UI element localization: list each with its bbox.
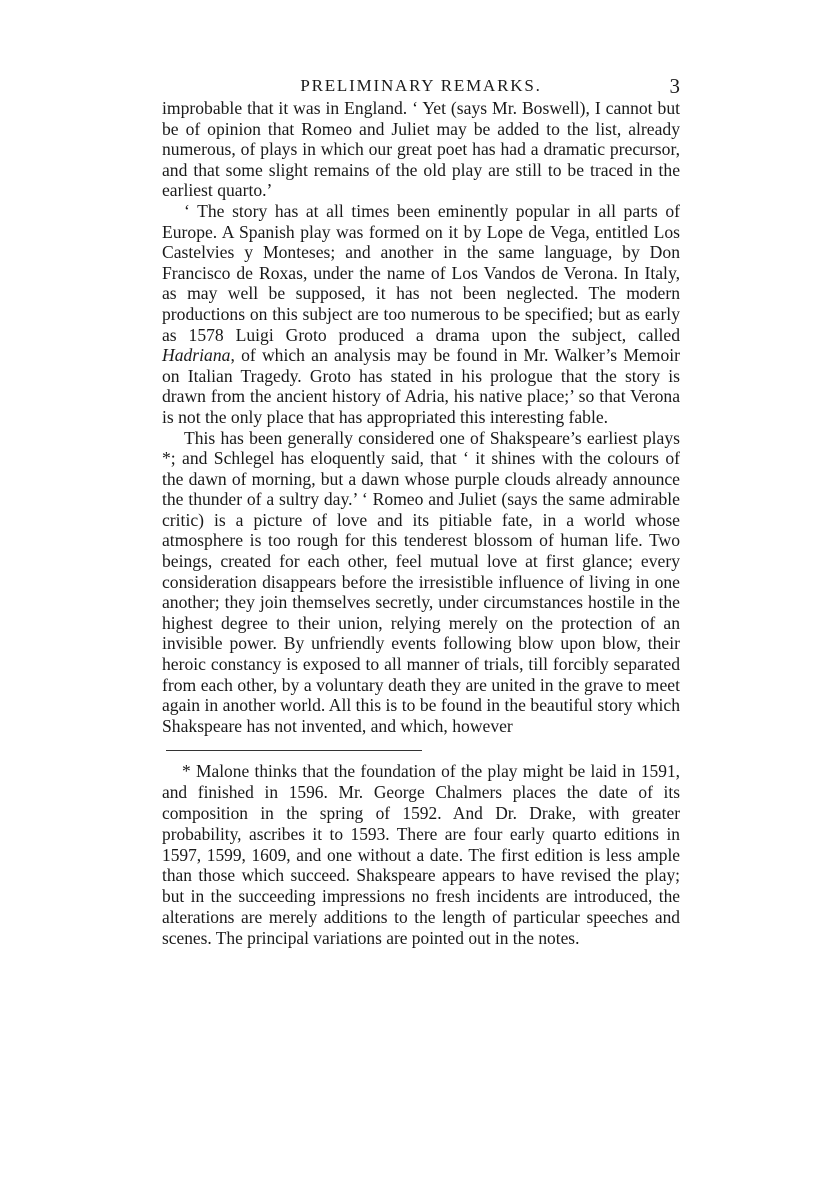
paragraph-2 <box>162 201 680 428</box>
play-title-italic: Hadriana <box>162 345 231 366</box>
paragraph-1: improbable that it was in England. ‘ Yet (says Mr. Boswell), I cannot but be of opinion that Romeo and Juliet may be added to the list, already numerous, of plays in which our great poet has had a dramatic precursor, and that some slight remains of the old play are still to be traced in the earliest quarto.’ <box>162 98 680 201</box>
running-title: PRELIMINARY REMARKS. <box>300 76 542 95</box>
paragraph-2-text-b: , of which an analysis may be found in Mr. Walker’s Memoir on Italian Tragedy. Groto has stated in his prologue that the story is drawn from the ancient history of Adria, his native place;’ so that Verona is not the only place that has appropriated this interesting fable. <box>162 345 680 427</box>
paragraph-2-text-a: ‘ The story has at all times been eminently popular in all parts of Europe. A Spanish play was formed on it by Lope de Vega, entitled Los Castelvies y Monteses; and another in the same language, by Don Francisco de Roxas, under the name of Los Vandos de Verona. In Italy, as may well be supposed, it has not been neglected. The modern productions on this subject are too numerous to be specified; but as early as 1578 Luigi Groto produced a drama upon the subject, called <box>162 200 680 345</box>
paragraph-3: This has been generally considered one of Shakspeare’s earliest plays *; and Schlegel has eloquently said, that ‘ it shines with the colours of the dawn of morning, but a dawn whose purple clouds already announce the thunder of a sultry day.’ ‘ Romeo and Juliet (says the same admirable critic) is a picture of love and its pitiable fate, in a world whose atmosphere is too rough for this tenderest blossom of human life. Two beings, created for each other, feel mutual love at first glance; every consideration disappears before the irresistible influence of living in one another; they join themselves secretly, under circumstances hostile in the highest degree to their union, relying merely on the protection of an invisible power. By unfriendly events following blow upon blow, their heroic constancy is exposed to all manner of trials, till forcibly separated from each other, by a voluntary death they are united in the grave to meet again in another world. All this is to be found in the beautiful story which Shakspeare has not invented, and which, however <box>162 427 680 736</box>
footnote: * Malone thinks that the foundation of the play might be laid in 1591, and finished in 1596. Mr. George Chalmers places the date of its composition in the spring of 1592. And Dr. Drake, with greater probability, ascribes it to 1593. There are four early quarto editions in 1597, 1599, 1609, and one without a date. The first edition is less ample than those which succeed. Shakspeare appears to have revised the play; but in the succeeding impressions no fresh incidents are introduced, the alterations are merely additions to the length of particular speeches and scenes. The principal variations are pointed out in the notes. <box>162 761 680 948</box>
main-text <box>162 98 680 736</box>
footnote-divider <box>166 750 422 751</box>
running-header <box>162 74 680 98</box>
book-page <box>162 74 680 949</box>
page-number: 3 <box>669 74 680 98</box>
